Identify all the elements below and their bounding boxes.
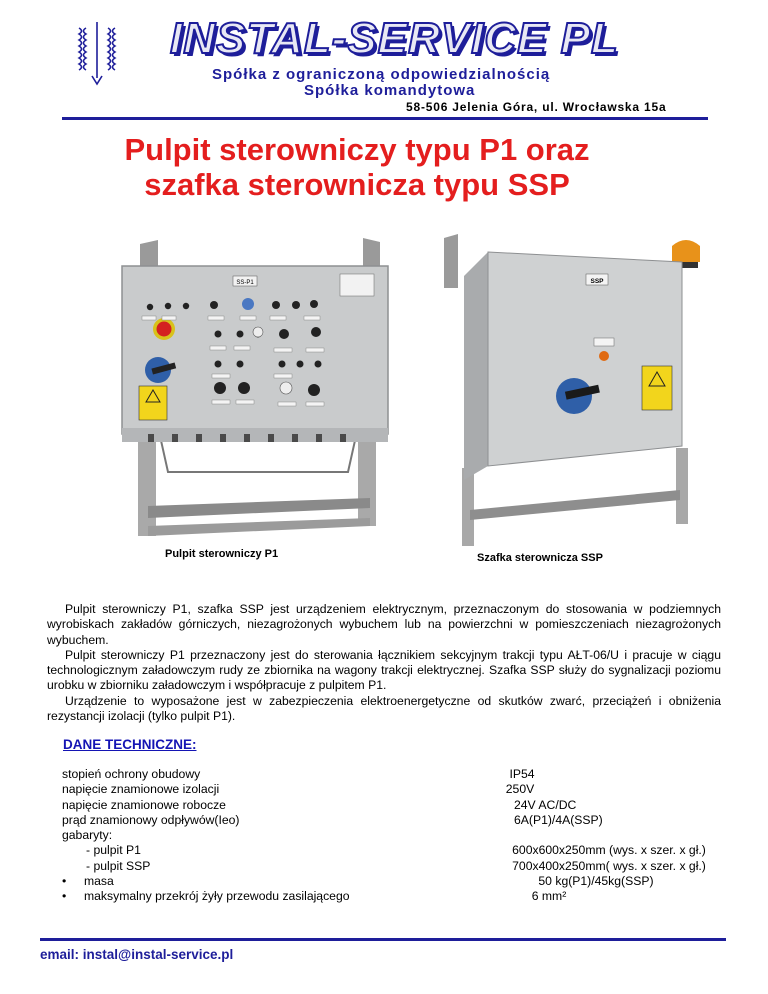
- spec-list: [62, 767, 722, 905]
- spec-value: 24V AC/DC: [514, 797, 577, 812]
- page-title: [0, 132, 714, 202]
- contact-email: email: instal@instal-service.pl: [40, 947, 234, 962]
- header-divider: [62, 117, 708, 120]
- spec-value: 250V: [505, 782, 535, 797]
- company-legal-form-2: Spółka komandytowa: [304, 82, 476, 99]
- page-title-line-2: szafka sterownicza typu SSP: [144, 167, 570, 202]
- spec-label: • masa: [84, 874, 114, 889]
- spec-value: 50 kg(P1)/45kg(SSP): [538, 874, 654, 889]
- spec-row: [62, 828, 722, 843]
- spec-heading: DANE TECHNICZNE:: [63, 737, 197, 752]
- photo-szafka-ssp: [436, 228, 720, 550]
- page-title-line-1: Pulpit sterowniczy typu P1 oraz: [124, 132, 590, 167]
- spec-row: [62, 798, 722, 813]
- panel-label-ssp: SSP: [590, 278, 604, 285]
- spec-label: napięcie znamionowe robocze: [62, 797, 226, 812]
- company-legal-form: Spółka z ograniczoną odpowiedzialnością: [212, 66, 551, 83]
- spec-row: [62, 843, 722, 858]
- description-paragraph-1: Pulpit sterowniczy P1, szafka SSP jest urządzeniem elektrycznym, przeznaczonym do stosowania w podziemnych wyrobiskach zakładów górniczych, niezagrożonych wybuchem lub na powierzchni w pomieszczeniach niezagrożonych wybuchem.: [47, 602, 721, 647]
- spec-row: [62, 813, 722, 828]
- spec-row: [62, 889, 722, 904]
- spec-row: [62, 767, 722, 782]
- footer-divider: [40, 938, 726, 941]
- spec-value: 700x400x250mm( wys. x szer. x gł.): [512, 858, 706, 873]
- spec-row: [62, 874, 722, 889]
- photo-caption-p1: Pulpit sterowniczy P1: [165, 548, 279, 560]
- transformer-icon: [75, 20, 119, 88]
- spec-row: [62, 859, 722, 874]
- spec-value: 6 mm²: [531, 889, 567, 904]
- description: [47, 602, 721, 724]
- spec-row: [62, 782, 722, 797]
- spec-label: - pulpit P1: [86, 843, 141, 858]
- spec-label: • maksymalny przekrój żyły przewodu zasilającego: [84, 889, 350, 904]
- company-logo-text: INSTAL-SERVICE PL: [170, 14, 619, 63]
- spec-value: IP54: [509, 767, 535, 781]
- spec-value: 6A(P1)/4A(SSP): [514, 812, 603, 827]
- spec-label: gabaryty:: [62, 828, 113, 843]
- spec-label: prąd znamionowy odpływów(Ieo): [62, 812, 240, 827]
- spec-label: stopień ochrony obudowy: [62, 767, 201, 781]
- spec-value: 600x600x250mm (wys. x szer. x gł.): [512, 843, 706, 858]
- spec-label: napięcie znamionowe izolacji: [62, 782, 220, 797]
- description-paragraph-3: Urządzenie to wyposażone jest w zabezpieczenia elektroenergetyczne od skutków zwarć, przeciążeń i obniżenia rezystancji izolacji (tylko pulpit P1).: [47, 693, 721, 724]
- description-paragraph-2: Pulpit sterowniczy P1 przeznaczony jest do sterowania łącznikiem sekcyjnym trakcji typu AŁT-06/U i pracuje w ciągu technologicznym załadowczym rudy ze zbiornika na wagony trakcji elektrycznej. Szafka SSP służy do sygnalizacji poziomu urobku w zbiorniku załadowczym i współpracuje z pulpitem P1.: [47, 647, 721, 693]
- company-address: 58-506 Jelenia Góra, ul. Wrocławska 15a: [406, 100, 667, 114]
- photo-pulpit-p1: [108, 236, 398, 546]
- spec-label: - pulpit SSP: [86, 858, 151, 873]
- panel-label-p1: SS-P1: [236, 280, 254, 286]
- photo-caption-ssp: Szafka sterownicza SSP: [477, 552, 603, 564]
